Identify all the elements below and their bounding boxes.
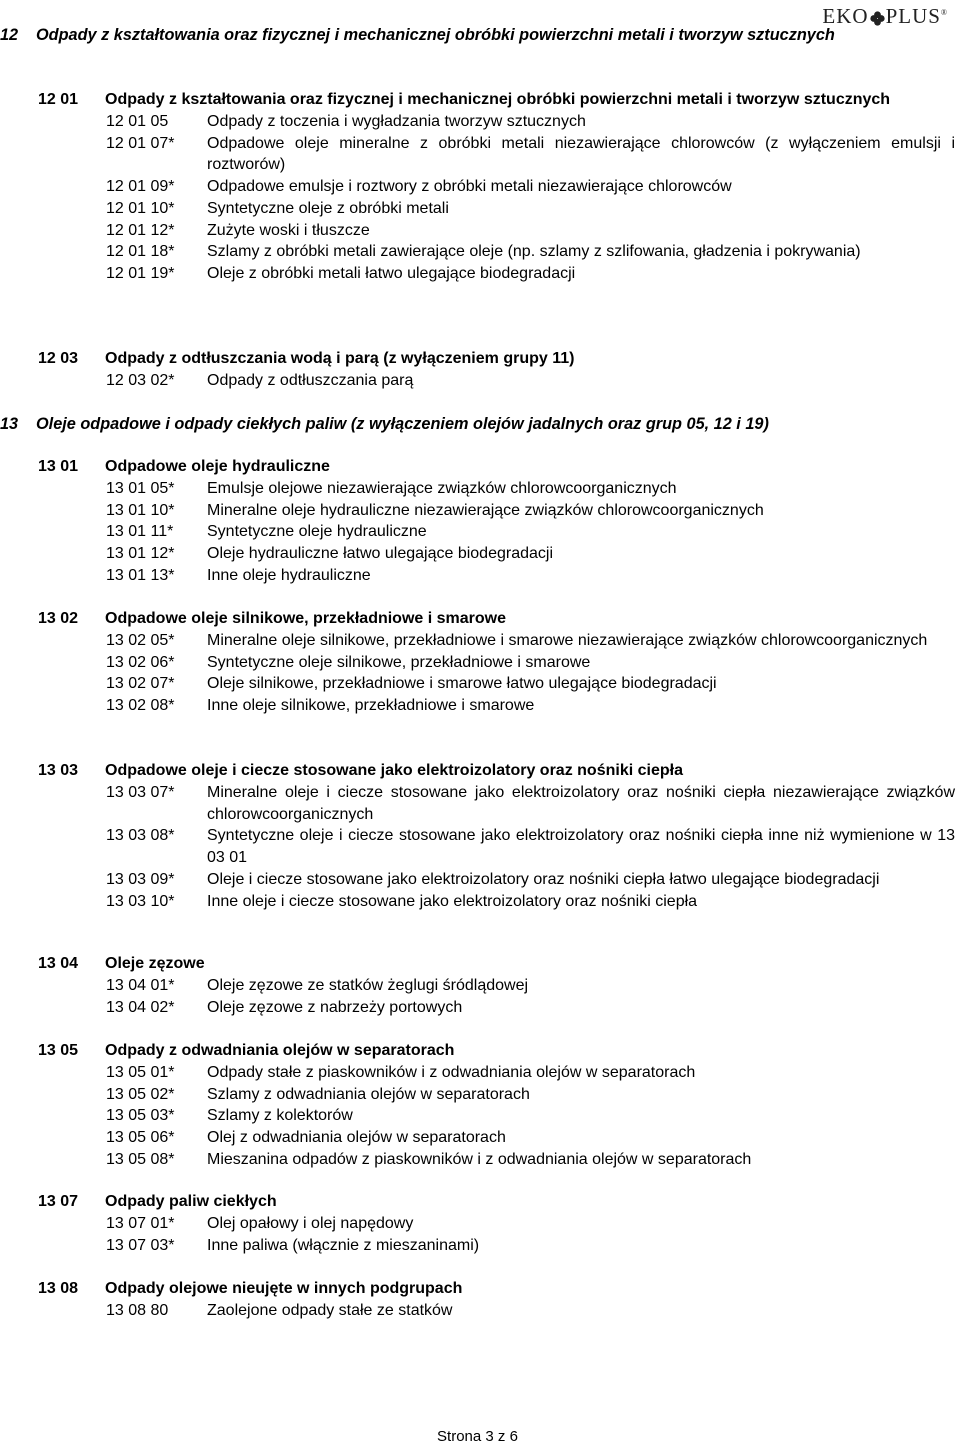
entry-code: 13 05 01* — [106, 1064, 175, 1081]
entry-text: Oleje hydrauliczne łatwo ulegające biodegradacji — [207, 545, 553, 563]
entry-text: Odpadowe oleje mineralne z obróbki metali niezawierające chlorowców (z wyłączeniem emulsji i roztworów) — [207, 134, 955, 174]
waste-entry — [38, 891, 955, 913]
entry-text: Emulsje olejowe niezawierające związków chlorowcoorganicznych — [207, 480, 677, 497]
subgroup-12-03 — [38, 348, 955, 392]
entry-code: 12 01 19* — [106, 264, 175, 282]
subgroup-title: Odpady z odtłuszczania wodą i parą (z wyłączeniem grupy 11) — [105, 350, 575, 367]
entry-text: Syntetyczne oleje z obróbki metali — [207, 199, 449, 217]
entry-code: 13 02 05* — [106, 632, 175, 649]
entry-code: 13 03 09* — [106, 870, 175, 888]
entry-text: Olej opałowy i olej napędowy — [207, 1215, 414, 1232]
entry-text: Inne paliwa (włącznie z mieszaninami) — [207, 1236, 480, 1254]
subgroup-heading — [38, 1191, 955, 1213]
waste-entry — [38, 176, 955, 198]
waste-entry — [38, 1213, 955, 1235]
waste-entry — [38, 825, 955, 868]
waste-entry — [38, 263, 955, 285]
subgroup-title: Odpadowe oleje i ciecze stosowane jako elektroizolatory oraz nośniki ciepła — [105, 762, 683, 779]
waste-entry — [38, 652, 955, 674]
subgroup-heading — [38, 608, 955, 630]
entry-text: Oleje i ciecze stosowane jako elektroizolatory oraz nośniki ciepła łatwo ulegające biodegradacji — [207, 870, 880, 888]
entry-code: 13 02 07* — [106, 675, 175, 693]
entry-code: 13 03 08* — [106, 827, 175, 845]
group-title: Odpady z kształtowania oraz fizycznej i mechanicznej obróbki powierzchni metali i tworzyw sztucznych — [36, 26, 835, 44]
waste-entry — [38, 198, 955, 220]
subgroup-13-02 — [38, 608, 955, 717]
entry-code: 12 01 09* — [106, 178, 175, 196]
entry-text: Inne oleje hydrauliczne — [207, 566, 371, 584]
entry-text: Syntetyczne oleje hydrauliczne — [207, 523, 427, 541]
waste-entry — [38, 111, 955, 133]
entry-text: Odpadowe emulsje i roztwory z obróbki metali niezawierające chlorowców — [207, 178, 732, 196]
entry-text: Syntetyczne oleje i ciecze stosowane jako elektroizolatory oraz nośniki ciepła inne niż wymienione w 13 03 01 — [207, 827, 955, 867]
entry-code: 13 05 03* — [106, 1107, 175, 1125]
subgroup-title: Odpady z odwadniania olejów w separatorach — [105, 1042, 455, 1059]
entry-code: 13 01 13* — [106, 566, 175, 584]
waste-entry — [38, 673, 955, 695]
subgroup-heading — [38, 953, 955, 975]
entry-code: 13 01 12* — [106, 545, 175, 563]
entry-text: Oleje z obróbki metali łatwo ulegające biodegradacji — [207, 264, 576, 282]
waste-entry — [38, 543, 955, 565]
entry-text: Zużyte woski i tłuszcze — [207, 221, 370, 239]
entry-code: 13 05 02* — [106, 1085, 175, 1103]
group-heading-13 — [0, 413, 955, 435]
waste-entry — [38, 1084, 955, 1106]
entry-code: 13 01 05* — [106, 480, 175, 497]
subgroup-code: 13 03 — [38, 762, 79, 779]
waste-entry — [38, 133, 955, 176]
subgroup-13-08 — [38, 1278, 955, 1322]
entry-code: 13 08 80 — [106, 1302, 169, 1319]
subgroup-13-07 — [38, 1191, 955, 1256]
entry-code: 13 01 10* — [106, 501, 175, 519]
entry-text: Oleje zęzowe z nabrzeży portowych — [207, 998, 463, 1016]
waste-entry — [38, 478, 955, 500]
subgroup-title: Oleje zęzowe — [105, 955, 205, 972]
entry-code: 13 01 11* — [106, 523, 174, 541]
waste-entry — [38, 1235, 955, 1257]
entry-text: Oleje zęzowe ze statków żeglugi śródlądowej — [207, 977, 529, 994]
waste-entry — [38, 630, 955, 652]
subgroup-13-01 — [38, 456, 955, 587]
entry-text: Mieszanina odpadów z piaskowników i z odwadniania olejów w separatorach — [207, 1150, 752, 1168]
entry-text: Zaolejone odpady stałe ze statków — [207, 1302, 453, 1319]
group-code: 13 — [0, 415, 19, 433]
logo-text-plus: PLUS — [885, 4, 941, 28]
waste-entry — [38, 241, 955, 263]
entry-code: 13 03 07* — [106, 784, 175, 801]
waste-entry — [38, 1062, 955, 1084]
subgroup-heading — [38, 89, 955, 111]
group-title: Oleje odpadowe i odpady ciekłych paliw (z wyłączeniem olejów jadalnych oraz grup 05, 12 i 19) — [36, 415, 769, 433]
subgroup-code: 13 02 — [38, 610, 79, 627]
entry-code: 13 07 03* — [106, 1236, 175, 1254]
subgroup-heading — [38, 456, 955, 478]
entry-text: Mineralne oleje i ciecze stosowane jako elektroizolatory oraz nośniki ciepła niezawierające związków chlorowcoorganicznych — [207, 784, 955, 823]
entry-text: Inne oleje i ciecze stosowane jako elektroizolatory oraz nośniki ciepła — [207, 892, 698, 910]
subgroup-heading — [38, 1278, 955, 1300]
entry-code: 12 01 07* — [106, 134, 175, 152]
subgroup-12-01 — [38, 89, 955, 285]
entry-text: Oleje silnikowe, przekładniowe i smarowe łatwo ulegające biodegradacji — [207, 675, 717, 693]
subgroup-code: 12 03 — [38, 350, 79, 367]
subgroup-title: Odpady paliw ciekłych — [105, 1193, 277, 1210]
entry-text: Szlamy z odwadniania olejów w separatorach — [207, 1085, 530, 1103]
waste-entry — [38, 1149, 955, 1171]
entry-text: Odpady z toczenia i wygładzania tworzyw sztucznych — [207, 113, 586, 130]
subgroup-code: 12 01 — [38, 91, 79, 108]
entry-code: 13 05 08* — [106, 1150, 175, 1168]
subgroup-heading — [38, 760, 955, 782]
subgroup-13-05 — [38, 1040, 955, 1171]
subgroup-heading — [38, 1040, 955, 1062]
entry-code: 13 04 01* — [106, 977, 175, 994]
entry-code: 13 07 01* — [106, 1215, 175, 1232]
subgroup-title: Odpadowe oleje hydrauliczne — [105, 458, 330, 475]
subgroup-title: Odpady olejowe nieujęte w innych podgrupach — [105, 1280, 463, 1297]
waste-entry — [38, 370, 955, 392]
entry-code: 13 05 06* — [106, 1129, 175, 1147]
logo-text-eko: EKO — [822, 4, 869, 28]
waste-entry — [38, 220, 955, 242]
subgroup-13-04 — [38, 953, 955, 1018]
entry-code: 12 01 10* — [106, 199, 175, 217]
entry-code: 13 02 06* — [106, 653, 175, 671]
page-number: Strona 3 z 6 — [437, 1428, 518, 1445]
entry-code: 13 04 02* — [106, 998, 175, 1016]
subgroup-code: 13 07 — [38, 1193, 79, 1210]
waste-entry — [38, 975, 955, 997]
entry-text: Szlamy z obróbki metali zawierające oleje (np. szlamy z szlifowania, gładzenia i pokrywania) — [207, 243, 861, 261]
subgroup-title: Odpadowe oleje silnikowe, przekładniowe i smarowe — [105, 610, 506, 627]
waste-entry — [38, 1127, 955, 1149]
entry-code: 12 01 18* — [106, 243, 175, 261]
entry-text: Odpady stałe z piaskowników i z odwadniania olejów w separatorach — [207, 1064, 696, 1081]
waste-entry — [38, 782, 955, 825]
entry-text: Inne oleje silnikowe, przekładniowe i smarowe — [207, 697, 535, 715]
waste-entry — [38, 997, 955, 1019]
waste-entry — [38, 521, 955, 543]
entry-code: 13 02 08* — [106, 697, 175, 715]
ekoplus-logo — [822, 2, 948, 28]
entry-code: 13 03 10* — [106, 892, 175, 910]
waste-entry — [38, 1105, 955, 1127]
entry-text: Olej z odwadniania olejów w separatorach — [207, 1129, 506, 1147]
entry-code: 12 01 05 — [106, 113, 169, 130]
subgroup-heading — [38, 348, 955, 370]
subgroup-code: 13 01 — [38, 458, 79, 475]
entry-text: Mineralne oleje silnikowe, przekładniowe i smarowe niezawierające związków chlorowcoorganicznych — [207, 632, 928, 649]
waste-entry — [38, 500, 955, 522]
waste-entry — [38, 869, 955, 891]
entry-code: 12 01 12* — [106, 221, 175, 239]
entry-code: 12 03 02* — [106, 372, 175, 389]
subgroup-code: 13 05 — [38, 1042, 79, 1059]
subgroup-code: 13 08 — [38, 1280, 79, 1297]
subgroup-code: 13 04 — [38, 955, 79, 972]
waste-entry — [38, 565, 955, 587]
subgroup-13-03 — [38, 760, 955, 912]
entry-text: Mineralne oleje hydrauliczne niezawierające związków chlorowcoorganicznych — [207, 501, 764, 519]
entry-text: Szlamy z kolektorów — [207, 1107, 353, 1125]
waste-entry — [38, 695, 955, 717]
entry-text: Odpady z odtłuszczania parą — [207, 372, 414, 389]
entry-text: Syntetyczne oleje silnikowe, przekładniowe i smarowe — [207, 653, 591, 671]
registered-mark: ® — [940, 8, 948, 17]
group-code: 12 — [0, 26, 19, 44]
group-heading-12 — [0, 24, 955, 46]
subgroup-title: Odpady z kształtowania oraz fizycznej i mechanicznej obróbki powierzchni metali i tworzyw sztucznych — [105, 91, 891, 108]
waste-entry — [38, 1300, 955, 1322]
